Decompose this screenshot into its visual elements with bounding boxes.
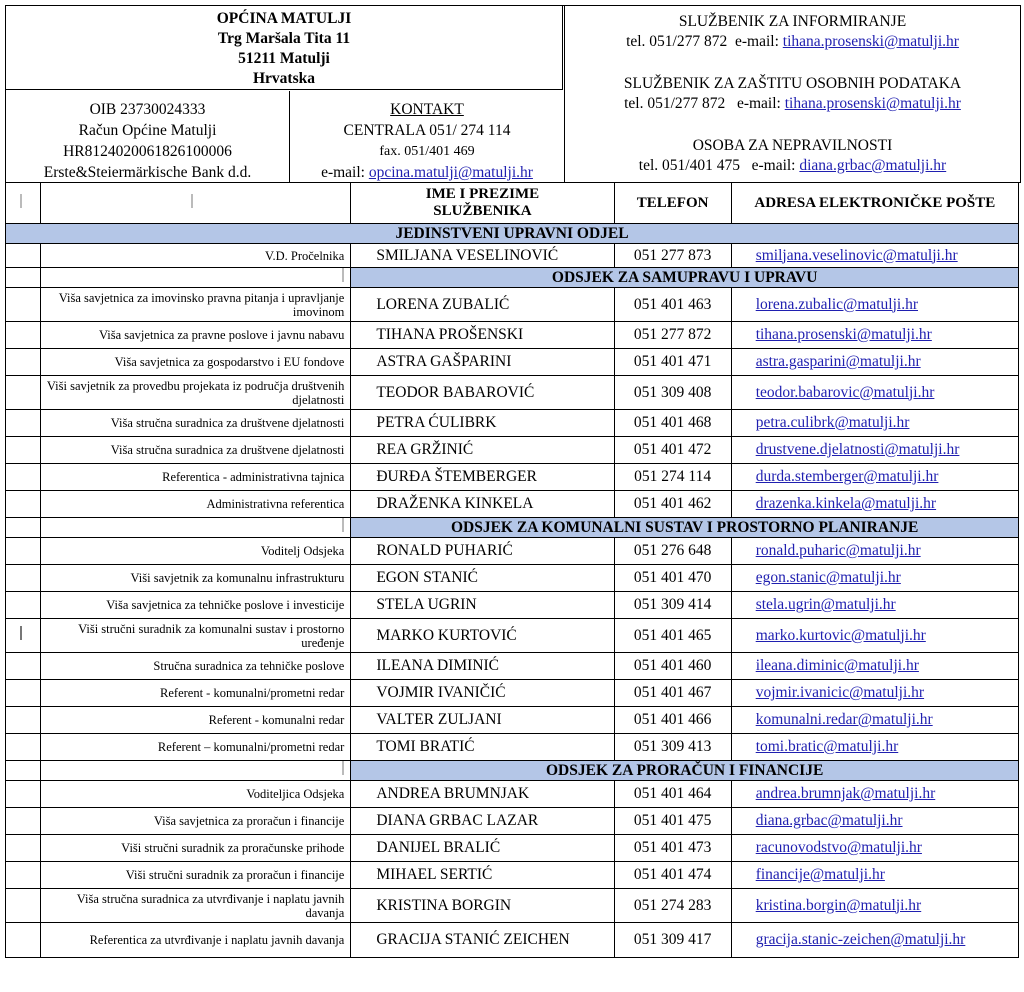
- role-cell: Viši stručni suradnik za proračun i financije: [41, 862, 351, 889]
- phone-cell: 051 276 648: [614, 538, 731, 565]
- name-cell: DIANA GRBAC LAZAR: [351, 808, 614, 835]
- row-index-cell: [6, 244, 41, 268]
- section-title: JEDINSTVENI UPRAVNI ODJEL: [6, 224, 1019, 244]
- document-header: [5, 5, 1021, 183]
- role-cell: Referent - komunalni redar: [41, 707, 351, 734]
- header-phone: TELEFON: [614, 183, 731, 224]
- role-cell: Viša savjetnica za proračun i financije: [41, 808, 351, 835]
- row-index-cell: [6, 437, 41, 464]
- section-title: ODSJEK ZA SAMUPRAVU I UPRAVU: [351, 268, 1019, 288]
- email-link[interactable]: lorena.zubalic@matulji.hr: [755, 295, 919, 313]
- table-row: [6, 376, 1019, 410]
- email-cell: [731, 889, 1018, 923]
- row-index-cell: [6, 808, 41, 835]
- phone-cell: 051 309 408: [614, 376, 731, 410]
- section-blank-cell: [6, 268, 41, 288]
- email-link[interactable]: marko.kurtovic@matulji.hr: [755, 626, 926, 644]
- email-link[interactable]: racunovodstvo@matulji.hr: [755, 839, 922, 856]
- table-row: [6, 464, 1019, 491]
- name-cell: DANIJEL BRALIĆ: [351, 835, 614, 862]
- officer-title: OSOBA ZA NEPRAVILNOSTI: [692, 137, 893, 154]
- email-cell: [731, 538, 1018, 565]
- name-cell: ĐURĐA ŠTEMBERGER: [351, 464, 614, 491]
- row-index-cell: [6, 592, 41, 619]
- phone-cell: 051 274 283: [614, 889, 731, 923]
- org-name: OPĆINA MATULJI: [216, 10, 352, 27]
- email-cell: [731, 653, 1018, 680]
- contact-title: KONTAKT: [390, 101, 464, 118]
- role-cell: Voditeljica Odsjeka: [41, 781, 351, 808]
- table-row: [6, 923, 1019, 958]
- officers-block: [564, 6, 1020, 182]
- name-cell: STELA UGRIN: [351, 592, 614, 619]
- role-cell: Stručna suradnica za tehničke poslove: [41, 653, 351, 680]
- email-link[interactable]: drustvene.djelatnosti@matulji.hr: [755, 441, 960, 458]
- email-cell: [731, 244, 1018, 268]
- role-cell: Viši stručni suradnik za komunalni sustav i prostorno uređenje: [41, 619, 351, 653]
- email-link[interactable]: stela.ugrin@matulji.hr: [755, 596, 896, 613]
- email-link[interactable]: kristina.borgin@matulji.hr: [755, 896, 922, 914]
- name-cell: LORENA ZUBALIĆ: [351, 288, 614, 322]
- org-street: Trg Maršala Tita 11: [217, 30, 351, 47]
- row-index-cell: [6, 680, 41, 707]
- phone-cell: 051 401 473: [614, 835, 731, 862]
- phone-cell: 051 401 466: [614, 707, 731, 734]
- email-link[interactable]: petra.culibrk@matulji.hr: [755, 414, 910, 431]
- section-blank-cell: [41, 518, 351, 538]
- contact-email-line: [291, 162, 563, 183]
- email-link[interactable]: durda.stemberger@matulji.hr: [755, 468, 939, 485]
- row-index-cell: [6, 889, 41, 923]
- email-link[interactable]: tihana.prosenski@matulji.hr: [755, 326, 932, 343]
- officer-phone: tel. 051/277 872: [624, 95, 726, 112]
- officer-title: SLUŽBENIK ZA ZAŠTITU OSOBNIH PODATAKA: [623, 75, 962, 92]
- name-cell: ASTRA GAŠPARINI: [351, 349, 614, 376]
- email-label: e-mail:: [735, 33, 779, 50]
- role-cell: Referentica - administrativna tajnica: [41, 464, 351, 491]
- fax-number: fax. 051/401 469: [379, 144, 475, 159]
- name-cell: TIHANA PROŠENSKI: [351, 322, 614, 349]
- table-row: [6, 288, 1019, 322]
- email-label: e-mail:: [751, 157, 796, 174]
- email-link[interactable]: komunalni.redar@matulji.hr: [755, 711, 933, 728]
- email-cell: [731, 835, 1018, 862]
- section-blank-cell: [41, 761, 351, 781]
- row-index-cell: [6, 781, 41, 808]
- name-cell: GRACIJA STANIĆ ZEICHEN: [351, 923, 614, 958]
- email-label: e-mail:: [321, 164, 365, 181]
- org-city: 51211 Matulji: [238, 50, 330, 67]
- name-cell: PETRA ĆULIBRK: [351, 410, 614, 437]
- iban: HR8124020061826100006: [63, 143, 232, 160]
- table-row: [6, 592, 1019, 619]
- section-title: ODSJEK ZA PRORAČUN I FINANCIJE: [351, 761, 1019, 781]
- row-index-cell: [6, 491, 41, 518]
- email-cell: [731, 592, 1018, 619]
- row-index-cell: [6, 349, 41, 376]
- table-row: [6, 653, 1019, 680]
- name-cell: EGON STANIĆ: [351, 565, 614, 592]
- account-label: Račun Općine Matulji: [78, 122, 217, 139]
- phone-cell: 051 277 873: [614, 244, 731, 268]
- officer-email-link[interactable]: tihana.prosenski@matulji.hr: [782, 33, 959, 50]
- email-cell: [731, 862, 1018, 889]
- phone-cell: 051 401 470: [614, 565, 731, 592]
- row-index-cell: [6, 376, 41, 410]
- row-index-cell: [6, 565, 41, 592]
- phone-cell: 051 401 460: [614, 653, 731, 680]
- email-cell: [731, 565, 1018, 592]
- row-index-cell: [6, 653, 41, 680]
- email-cell: [731, 619, 1018, 653]
- name-cell: ILEANA DIMINIĆ: [351, 653, 614, 680]
- phone-cell: 051 401 471: [614, 349, 731, 376]
- phone-cell: 051 309 413: [614, 734, 731, 761]
- section-blank-cell: [6, 761, 41, 781]
- name-cell: TOMI BRATIĆ: [351, 734, 614, 761]
- row-index-cell: [6, 464, 41, 491]
- phone-cell: 051 401 468: [614, 410, 731, 437]
- name-cell: SMILJANA VESELINOVIĆ: [351, 244, 614, 268]
- table-row: [6, 322, 1019, 349]
- email-cell: [731, 808, 1018, 835]
- phone-cell: 051 401 467: [614, 680, 731, 707]
- officer-phone: tel. 051/401 475: [638, 157, 740, 174]
- section-blank-cell: [41, 268, 351, 288]
- section-title: ODSJEK ZA KOMUNALNI SUSTAV I PROSTORNO PLANIRANJE: [351, 518, 1019, 538]
- phone-cell: 051 401 465: [614, 619, 731, 653]
- table-row: [6, 437, 1019, 464]
- section-row: [6, 761, 1019, 781]
- email-cell: [731, 376, 1018, 410]
- row-index-cell: [6, 288, 41, 322]
- officer-phone: tel. 051/277 872: [626, 33, 728, 50]
- role-cell: Viši savjetnik za provedbu projekata iz područja društvenih djelatnosti: [41, 376, 351, 410]
- row-index-cell: [6, 619, 41, 653]
- email-link[interactable]: astra.gasparini@matulji.hr: [755, 353, 921, 370]
- email-cell: [731, 491, 1018, 518]
- switchboard-phone: CENTRALA 051/ 274 114: [343, 122, 511, 139]
- email-link[interactable]: andrea.brumnjak@matulji.hr: [755, 785, 936, 802]
- name-cell: MARKO KURTOVIĆ: [351, 619, 614, 653]
- header-email: ADRESA ELEKTRONIČKE POŠTE: [731, 183, 1018, 224]
- table-row: [6, 491, 1019, 518]
- table-row: [6, 680, 1019, 707]
- name-cell: VOJMIR IVANIČIĆ: [351, 680, 614, 707]
- officer-email-link[interactable]: tihana.prosenski@matulji.hr: [784, 95, 961, 112]
- table-row: [6, 410, 1019, 437]
- role-cell: Viša stručna suradnica za društvene djelatnosti: [41, 437, 351, 464]
- header-empty-cell: [6, 183, 41, 224]
- role-cell: Viša stručna suradnica za društvene djelatnosti: [41, 410, 351, 437]
- row-index-cell: [6, 707, 41, 734]
- email-cell: [731, 680, 1018, 707]
- table-row: [6, 889, 1019, 923]
- bank-name: Erste&Steiermärkische Bank d.d.: [43, 164, 252, 181]
- role-cell: Viša savjetnica za imovinsko pravna pitanja i upravljanje imovinom: [41, 288, 351, 322]
- section-blank-cell: [6, 518, 41, 538]
- role-cell: Referent – komunalni/prometni redar: [41, 734, 351, 761]
- row-index-cell: [6, 923, 41, 958]
- phone-cell: 051 401 462: [614, 491, 731, 518]
- table-row: [6, 835, 1019, 862]
- section-row: [6, 224, 1019, 244]
- role-cell: Referent - komunalni/prometni redar: [41, 680, 351, 707]
- email-link[interactable]: drazenka.kinkela@matulji.hr: [755, 495, 937, 512]
- row-index-cell: [6, 862, 41, 889]
- row-index-cell: [6, 538, 41, 565]
- email-cell: [731, 437, 1018, 464]
- header-role-cell: [41, 183, 351, 224]
- name-cell: TEODOR BABAROVIĆ: [351, 376, 614, 410]
- phone-cell: 051 401 474: [614, 862, 731, 889]
- org-country: Hrvatska: [253, 70, 315, 87]
- name-cell: ANDREA BRUMNJAK: [351, 781, 614, 808]
- email-cell: [731, 923, 1018, 958]
- section-row: [6, 518, 1019, 538]
- name-cell: DRAŽENKA KINKELA: [351, 491, 614, 518]
- header-name: IME I PREZIME SLUŽBENIKA: [351, 183, 614, 224]
- email-link[interactable]: teodor.babarovic@matulji.hr: [755, 383, 935, 401]
- email-link[interactable]: diana.grbac@matulji.hr: [755, 812, 903, 829]
- section-row: [6, 268, 1019, 288]
- email-link[interactable]: ronald.puharic@matulji.hr: [755, 542, 921, 559]
- email-cell: [731, 781, 1018, 808]
- email-cell: [731, 322, 1018, 349]
- phone-cell: 051 274 114: [614, 464, 731, 491]
- table-row: [6, 244, 1019, 268]
- role-cell: Viša savjetnica za pravne poslove i javnu nabavu: [41, 322, 351, 349]
- phone-cell: 051 401 464: [614, 781, 731, 808]
- name-cell: RONALD PUHARIĆ: [351, 538, 614, 565]
- table-row: [6, 781, 1019, 808]
- email-cell: [731, 707, 1018, 734]
- officer-email-link[interactable]: diana.grbac@matulji.hr: [799, 157, 947, 174]
- bank-info-block: [6, 91, 290, 182]
- name-cell: KRISTINA BORGIN: [351, 889, 614, 923]
- table-body: [6, 224, 1019, 958]
- table-row: [6, 734, 1019, 761]
- phone-cell: 051 401 475: [614, 808, 731, 835]
- organization-block: [6, 6, 563, 90]
- email-label: e-mail:: [736, 95, 781, 112]
- table-row: [6, 619, 1019, 653]
- email-link[interactable]: smiljana.veselinovic@matulji.hr: [755, 246, 958, 264]
- email-cell: [731, 734, 1018, 761]
- row-index-cell: [6, 734, 41, 761]
- row-index-cell: [6, 322, 41, 349]
- role-cell: Viši savjetnik za komunalnu infrastrukturu: [41, 565, 351, 592]
- phone-cell: 051 401 463: [614, 288, 731, 322]
- email-cell: [731, 288, 1018, 322]
- email-link[interactable]: gracija.stanic-zeichen@matulji.hr: [755, 931, 966, 948]
- email-cell: [731, 349, 1018, 376]
- email-link[interactable]: tomi.bratic@matulji.hr: [755, 738, 899, 755]
- table-row: [6, 349, 1019, 376]
- contact-email-link[interactable]: opcina.matulji@matulji.hr: [368, 164, 533, 181]
- role-cell: Viša savjetnica za gospodarstvo i EU fondove: [41, 349, 351, 376]
- role-cell: Viši stručni suradnik za proračunske prihode: [41, 835, 351, 862]
- name-cell: MIHAEL SERTIĆ: [351, 862, 614, 889]
- phone-cell: 051 401 472: [614, 437, 731, 464]
- row-index-cell: [6, 410, 41, 437]
- role-cell: Referentica za utvrđivanje i naplatu javnih davanja: [41, 923, 351, 958]
- email-cell: [731, 464, 1018, 491]
- table-row: [6, 707, 1019, 734]
- phone-cell: 051 309 417: [614, 923, 731, 958]
- email-link[interactable]: egon.stanic@matulji.hr: [755, 569, 901, 586]
- table-row: [6, 538, 1019, 565]
- role-cell: Viša savjetnica za tehničke poslove i investicije: [41, 592, 351, 619]
- email-link[interactable]: ileana.diminic@matulji.hr: [755, 657, 919, 674]
- phone-cell: 051 277 872: [614, 322, 731, 349]
- role-cell: Administrativna referentica: [41, 491, 351, 518]
- staff-table: [5, 182, 1019, 958]
- table-row: [6, 808, 1019, 835]
- row-index-cell: [6, 835, 41, 862]
- officer-information: [565, 12, 1020, 52]
- role-cell: Viša stručna suradnica za utvrđivanje i naplatu javnih davanja: [41, 889, 351, 923]
- name-cell: VALTER ZULJANI: [351, 707, 614, 734]
- table-header-row: [6, 183, 1019, 224]
- officer-irregularities: [565, 136, 1020, 176]
- oib-number: OIB 23730024333: [89, 101, 206, 118]
- phone-cell: 051 309 414: [614, 592, 731, 619]
- table-row: [6, 565, 1019, 592]
- officer-data-protection: [565, 74, 1020, 114]
- table-row: [6, 862, 1019, 889]
- role-cell: Voditelj Odsjeka: [41, 538, 351, 565]
- email-link[interactable]: vojmir.ivanicic@matulji.hr: [755, 684, 925, 701]
- name-cell: REA GRŽINIĆ: [351, 437, 614, 464]
- email-cell: [731, 410, 1018, 437]
- contact-block: [291, 91, 563, 182]
- email-link[interactable]: financije@matulji.hr: [755, 866, 885, 883]
- officer-title: SLUŽBENIK ZA INFORMIRANJE: [678, 13, 907, 30]
- role-cell: V.D. Pročelnika: [41, 244, 351, 268]
